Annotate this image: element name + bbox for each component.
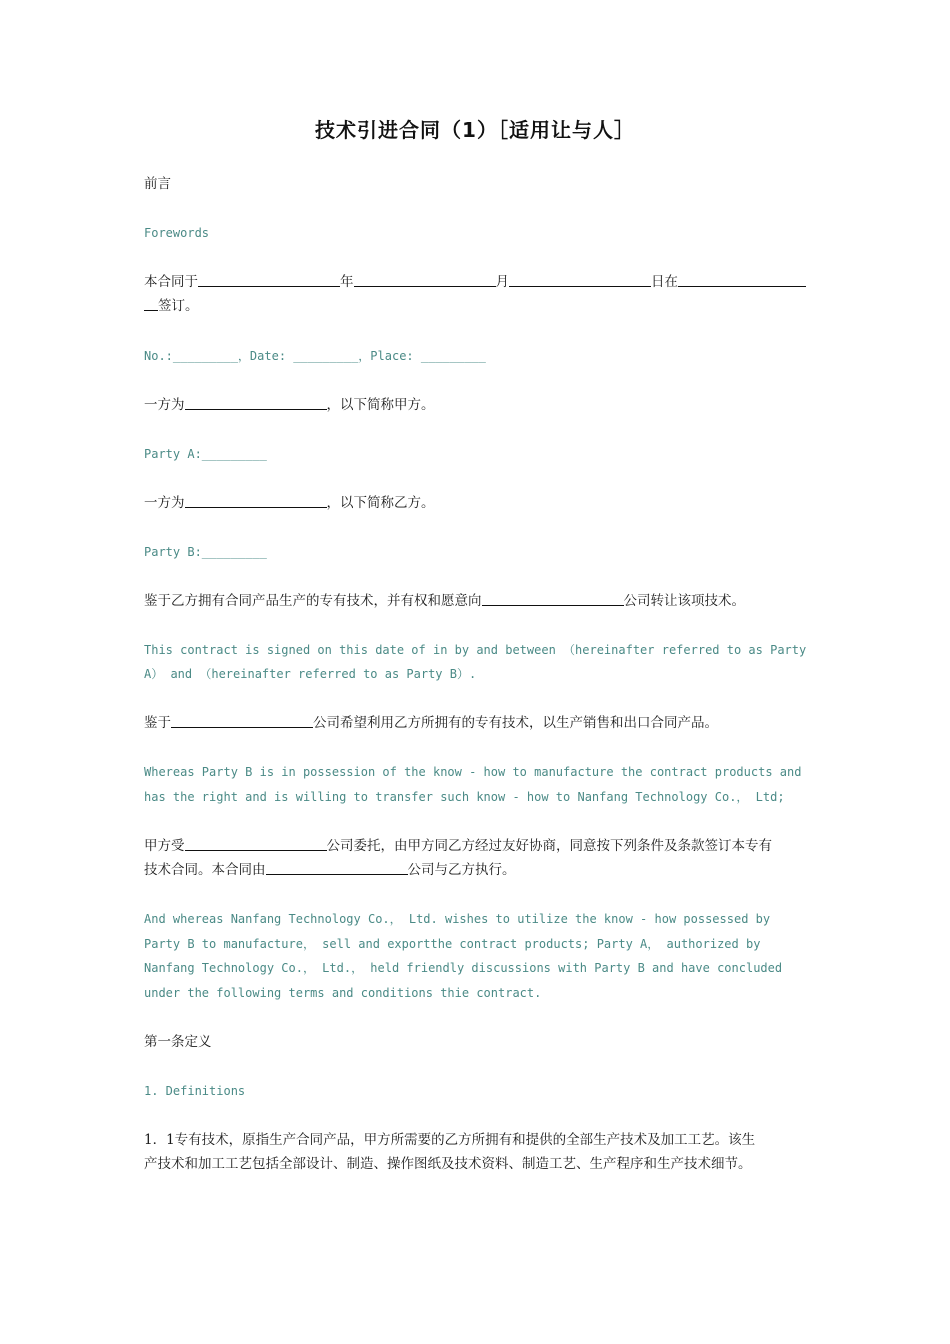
whereas1-en-line1: This contract is signed on this date of in by and between （hereinafter referred to as Party: [144, 643, 807, 657]
sign-line-zh-cont: [144, 294, 824, 319]
party-a-zh: [144, 393, 824, 418]
entrust-en-line2: Party B to manufacture， sell and exportthe contract products; Party A， authorized by: [144, 937, 761, 951]
party-b-zh-pre: 一方为: [144, 495, 185, 511]
entrust-zh-l2-post: 公司与乙方执行。: [407, 862, 516, 878]
sign-text-5: 签订。: [158, 298, 199, 314]
party-a-en: Party A:_________: [144, 447, 267, 461]
number-date-place-en: No.:_________，Date: _________，Place: _________: [144, 349, 486, 363]
blank-field: [185, 836, 327, 851]
blank-field: [185, 395, 327, 410]
article1-heading-en: 1. Definitions: [144, 1084, 246, 1098]
blank-field: [354, 272, 496, 287]
entrust-en-line3: Nanfang Technology Co.， Ltd.， held friendly discussions with Party B and have concluded: [144, 961, 783, 975]
whereas1-en-line2: A） and （hereinafter referred to as Party B）.: [144, 667, 477, 681]
blank-field: [509, 272, 651, 287]
party-b-en: Party B:_________: [144, 545, 267, 559]
whereas2-zh: [144, 711, 824, 736]
party-a-zh-pre: 一方为: [144, 397, 185, 413]
article1-heading-zh: 第一条定义: [144, 1034, 212, 1050]
blank-field: [198, 272, 340, 287]
entrust-zh-line2: [144, 858, 824, 883]
preface-heading-en: Forewords: [144, 226, 210, 240]
sign-text-3: 月: [495, 274, 509, 290]
entrust-en-line4: under the following terms and conditions thie contract.: [144, 986, 542, 1000]
whereas1-zh: [144, 589, 824, 614]
definition-1-1-line2: 产技术和加工工艺包括全部设计、制造、操作图纸及技术资料、制造工艺、生产程序和生产技术细节。: [144, 1156, 752, 1172]
blank-field: [266, 860, 408, 875]
whereas1-zh-post: 公司转让该项技术。: [623, 593, 745, 609]
whereas2-en-line2: has the right and is willing to transfer such know - how to Nanfang Technology Co.， Ltd;: [144, 790, 785, 804]
sign-text-4: 日在: [651, 274, 678, 290]
entrust-zh-line1: [144, 834, 824, 859]
blank-field: [144, 296, 158, 311]
document-title: 技术引进合同（1）［适用让与人］: [315, 118, 635, 142]
whereas2-zh-pre: 鉴于: [144, 715, 171, 731]
party-b-zh: [144, 491, 824, 516]
preface-heading-zh: 前言: [144, 176, 171, 192]
whereas1-zh-pre: 鉴于乙方拥有合同产品生产的专有技术，并有权和愿意向: [144, 593, 482, 609]
definition-1-1-line1: 1．1专有技术，原指生产合同产品，甲方所需要的乙方所拥有和提供的全部生产技术及加工工艺。该生: [144, 1132, 756, 1148]
whereas2-en-line1: Whereas Party B is in possession of the know - how to manufacture the contract products and: [144, 765, 802, 779]
blank-field: [185, 493, 327, 508]
party-b-zh-post: ，以下简称乙方。: [326, 495, 435, 511]
sign-text-1: 本合同于: [144, 274, 198, 290]
whereas2-zh-post: 公司希望利用乙方所拥有的专有技术，以生产销售和出口合同产品。: [313, 715, 718, 731]
blank-field: [171, 713, 313, 728]
blank-field: [482, 591, 624, 606]
party-a-zh-post: ，以下简称甲方。: [326, 397, 435, 413]
entrust-en-line1: And whereas Nanfang Technology Co.， Ltd. wishes to utilize the know - how possessed by: [144, 912, 771, 926]
sign-text-2: 年: [340, 274, 354, 290]
entrust-zh-l1-post: 公司委托，由甲方同乙方经过友好协商，同意按下列条件及条款签订本专有: [326, 838, 772, 854]
entrust-zh-l2-pre: 技术合同。本合同由: [144, 862, 266, 878]
blank-field: [678, 272, 806, 287]
sign-line-zh: [144, 270, 824, 295]
entrust-zh-l1-pre: 甲方受: [144, 838, 185, 854]
